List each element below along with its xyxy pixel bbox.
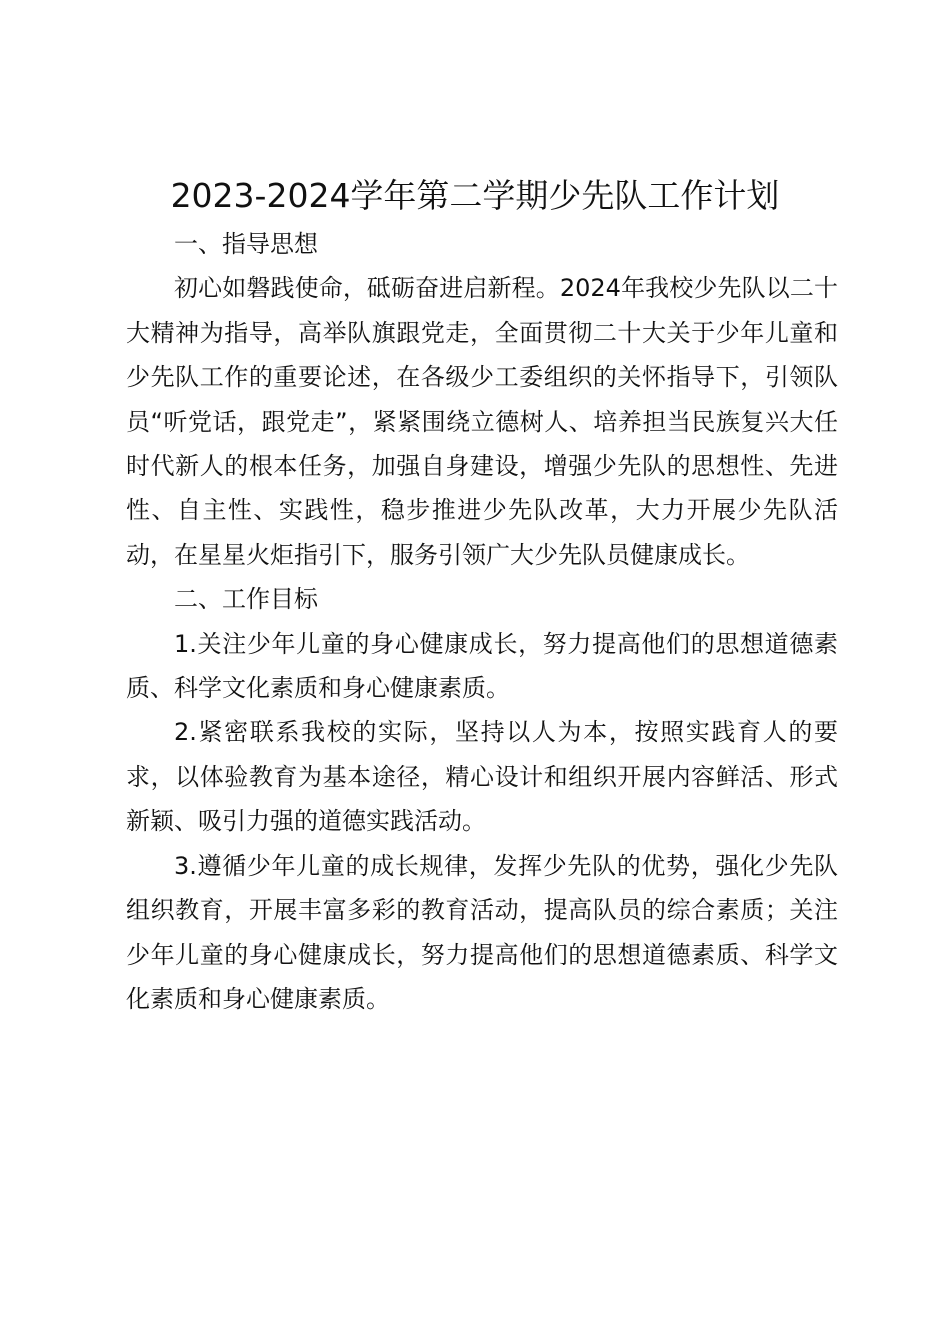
document-body	[126, 222, 838, 1021]
paragraph-guiding-ideology: 初心如磐践使命，砥砺奋进启新程。2024年我校少先队以二十大精神为指导，高举队旗跟党走，全面贯彻二十大关于少年儿童和少先队工作的重要论述，在各级少工委组织的关怀指导下，引领队员“听党话，跟党走”，紧紧围绕立德树人、培养担当民族复兴大任时代新人的根本任务，加强自身建设，增强少先队的思想性、先进性、自主性、实践性，稳步推进少先队改革，大力开展少先队活动，在星星火炬指引下，服务引领广大少先队员健康成长。	[126, 274, 838, 569]
paragraph-goal-2: 2.紧密联系我校的实际，坚持以人为本，按照实践育人的要求，以体验教育为基本途径，精心设计和组织开展内容鲜活、形式新颖、吸引力强的道德实践活动。	[126, 718, 838, 836]
document-title: 2023-2024学年第二学期少先队工作计划	[170, 176, 780, 215]
paragraph-goal-3: 3.遵循少年儿童的成长规律，发挥少先队的优势，强化少先队组织教育，开展丰富多彩的教育活动，提高队员的综合素质；关注少年儿童的身心健康成长，努力提高他们的思想道德素质、科学文化素质和身心健康素质。	[126, 851, 838, 1013]
section-heading-work-goals: 二、工作目标	[174, 585, 318, 614]
section-heading-guiding-ideology: 一、指导思想	[174, 230, 318, 258]
paragraph-goal-1: 1.关注少年儿童的身心健康成长，努力提高他们的思想道德素质、科学文化素质和身心健康素质。	[126, 629, 838, 703]
